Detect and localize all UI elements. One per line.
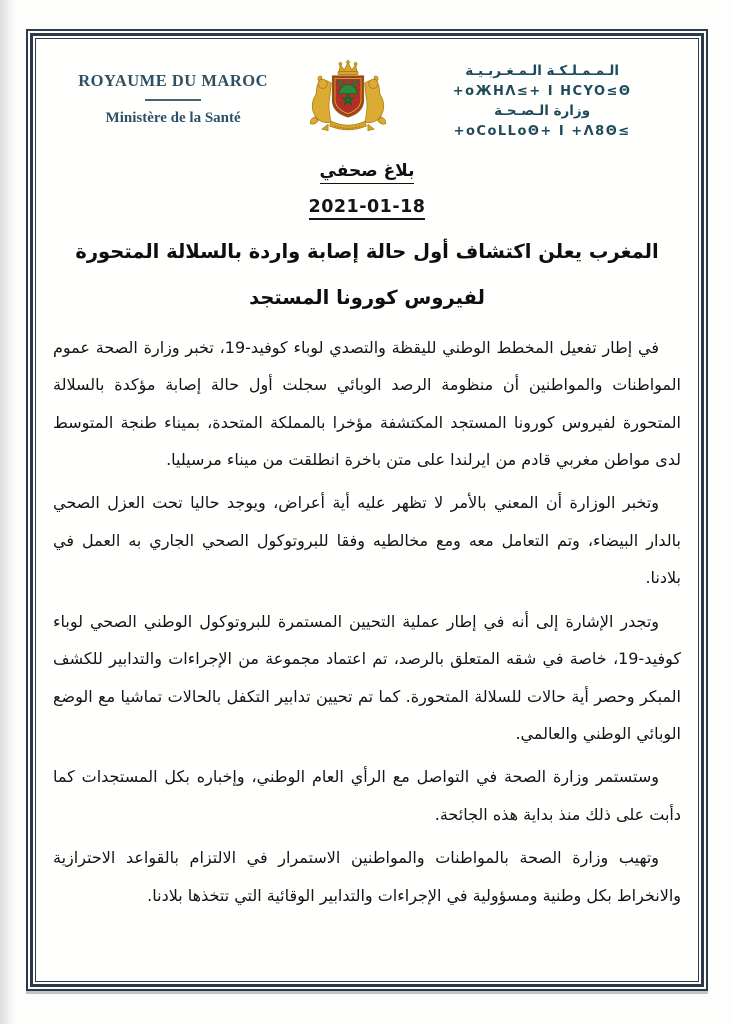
- page-border-frame: [26, 29, 708, 991]
- coat-of-arms-icon: [298, 55, 398, 155]
- paragraph-5: وتهيب وزارة الصحة بالمواطنات والمواطنين الاستمرار في الالتزام بالقواعد الاحترازية والانخراط بكل وطنية ومسؤولية في الإجراءات والتدابير الوقائية التي تتخذها بلادنا.: [53, 848, 681, 905]
- country-name-ar: الـمـمـلـكـة الـمـغـربـيـة: [465, 63, 619, 79]
- title-line-2: لفيروس كورونا المستجد: [249, 285, 485, 309]
- ministry-name-tifinagh: +oCoLLoΘ+ I +Λ8Θ≤: [453, 124, 631, 140]
- ministry-name-fr: Ministère de la Santé: [105, 110, 241, 126]
- page-border-frame-mid: [30, 33, 704, 987]
- letterhead-divider: [145, 99, 201, 101]
- press-release-label: بلاغ صحفي: [48, 161, 686, 181]
- letterhead: [48, 49, 686, 155]
- title-line-1: المغرب يعلن اكتشاف أول حالة إصابة واردة بالسلالة المتحورة: [75, 240, 659, 263]
- ministry-name-ar: وزارة الـصـحـة: [494, 103, 591, 120]
- scan-edge-shadow: [0, 0, 16, 1024]
- document-title: [48, 229, 686, 321]
- paragraph-3: وتجدر الإشارة إلى أنه في إطار عملية التحيين المستمرة للبروتوكول الوطني الصحي لوباء كوفيد-19، خاصة في شقه المتعلق بالرصد، تم اعتماد مجموعة من الإجراءات والتدابير للكشف المبكر وحصر أية حالات للسلالة المتحورة. كما تم تحيين تدابير التكفل بالحالات تماشيا مع الوضع الوبائي الوطني والعالمي.: [53, 611, 681, 743]
- country-name-tifinagh: +oЖHΛ≤+ I HCYO≤Θ: [452, 83, 632, 99]
- paragraph-1: في إطار تفعيل المخطط الوطني لليقظة والتصدي لوباء كوفيد-19، تخبر وزارة الصحة عموم المواطنات والمواطنين أن منظومة الرصد الوبائي سجلت أول حالة إصابة مؤكدة بالسلالة المتحورة لفيروس كورونا المستجد المكتشفة مؤخرا بالمملكة المتحدة، بميناء طنجة المتوسط لدى مواطن مغربي قادم من ايرلندا على متن باخرة انطلقت من ميناء مرسيليا.: [53, 337, 681, 469]
- document-body: [48, 329, 686, 915]
- letterhead-french: [48, 71, 298, 127]
- release-date: 2021-01-18: [48, 197, 686, 217]
- paragraph-2: وتخبر الوزارة أن المعني بالأمر لا تظهر عليه أية أعراض، ويوجد حاليا تحت العزل الصحي بالدار البيضاء، وتم التعامل معه ومع مخالطيه وفقا للبروتوكول الصحي الجاري به العمل في بلادنا.: [53, 493, 681, 588]
- letterhead-arabic: [398, 61, 686, 142]
- country-name-fr: ROYAUME DU MAROC: [78, 71, 269, 90]
- page-content: [35, 38, 699, 982]
- paragraph-4: وستستمر وزارة الصحة في التواصل مع الرأي العام الوطني، وإخباره بكل المستجدات كما دأبت على ذلك منذ بداية هذه الجائحة.: [53, 767, 681, 824]
